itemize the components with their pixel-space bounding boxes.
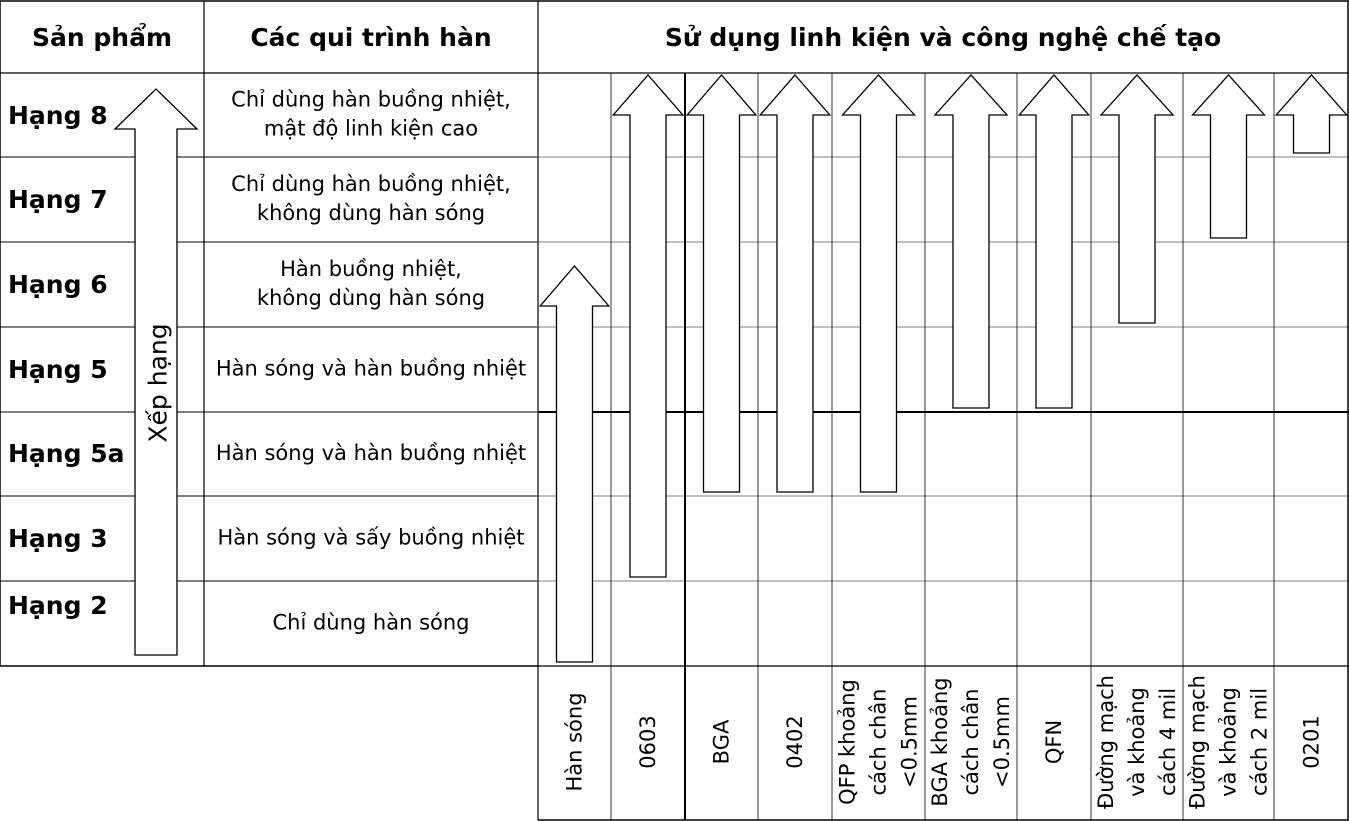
technology-arrow [1193,75,1265,238]
technology-label: Đường mạch [1185,675,1210,809]
technology-label: cách chân [959,688,983,796]
process-text: Hàn sóng và hàn buồng nhiệt [215,356,527,381]
technology-arrow [1019,75,1089,408]
technology-arrow [935,75,1007,408]
technology-label: và khoảng [1125,687,1149,797]
technology-label: cách 4 mil [1156,687,1180,797]
technology-label: Hàn sóng [562,692,587,792]
process-text: mật độ linh kiện cao [263,116,479,141]
rank-label: Hạng 2 [8,591,108,620]
technology-arrow [1276,75,1347,153]
technology-label: Đường mạch [1094,675,1118,809]
technology-label: QFN [1042,719,1066,765]
header-process: Các qui trình hàn [250,23,492,52]
process-text: Hàn sóng và sấy buồng nhiệt [217,525,525,550]
technology-label: BGA khoảng [928,677,952,807]
rank-rows [8,88,526,635]
process-text: Chỉ dùng hàn buồng nhiệt, [231,87,511,112]
rank-label: Hạng 3 [8,524,108,553]
header-product: Sản phẩm [32,23,172,52]
rank-label: Hạng 5 [8,355,108,384]
process-text: không dùng hàn sóng [256,286,486,310]
technology-labels [563,675,1324,809]
technology-arrows [540,75,1347,662]
technology-label: cách chân [866,688,891,796]
rank-label: Hạng 5a [8,439,125,468]
technology-label: <0.5mm [990,696,1014,788]
process-text: Chỉ dùng hàn sóng [272,610,470,635]
rank-arrow-label: Xếp hạng [143,323,173,443]
technology-label: QFP khoảng [835,679,860,805]
technology-label: <0.5mm [897,696,922,788]
technology-arrow [687,75,756,492]
header-usage: Sử dụng linh kiện và công nghệ chế tạo [664,23,1222,52]
technology-label: cách 2 mil [1247,687,1272,797]
rank-label: Hạng 6 [8,270,108,299]
technology-arrow [1101,75,1173,323]
technology-label: 0603 [636,715,660,769]
technology-label: 0402 [783,715,807,769]
technology-arrow [843,75,915,492]
technology-arrow [760,75,830,492]
rank-label: Hạng 7 [8,185,108,214]
process-text: Hàn buồng nhiệt, [280,257,462,281]
process-text: Hàn sóng và hàn buồng nhiệt [215,441,527,465]
technology-arrow [613,75,683,577]
technology-label: BGA [709,719,734,765]
process-text: Chỉ dùng hàn buồng nhiệt, [231,172,511,196]
technology-arrow [540,266,609,662]
technology-label: 0201 [1299,715,1324,769]
rank-label: Hạng 8 [8,101,108,130]
process-text: không dùng hàn sóng [256,201,486,225]
technology-label: và khoảng [1216,687,1241,797]
